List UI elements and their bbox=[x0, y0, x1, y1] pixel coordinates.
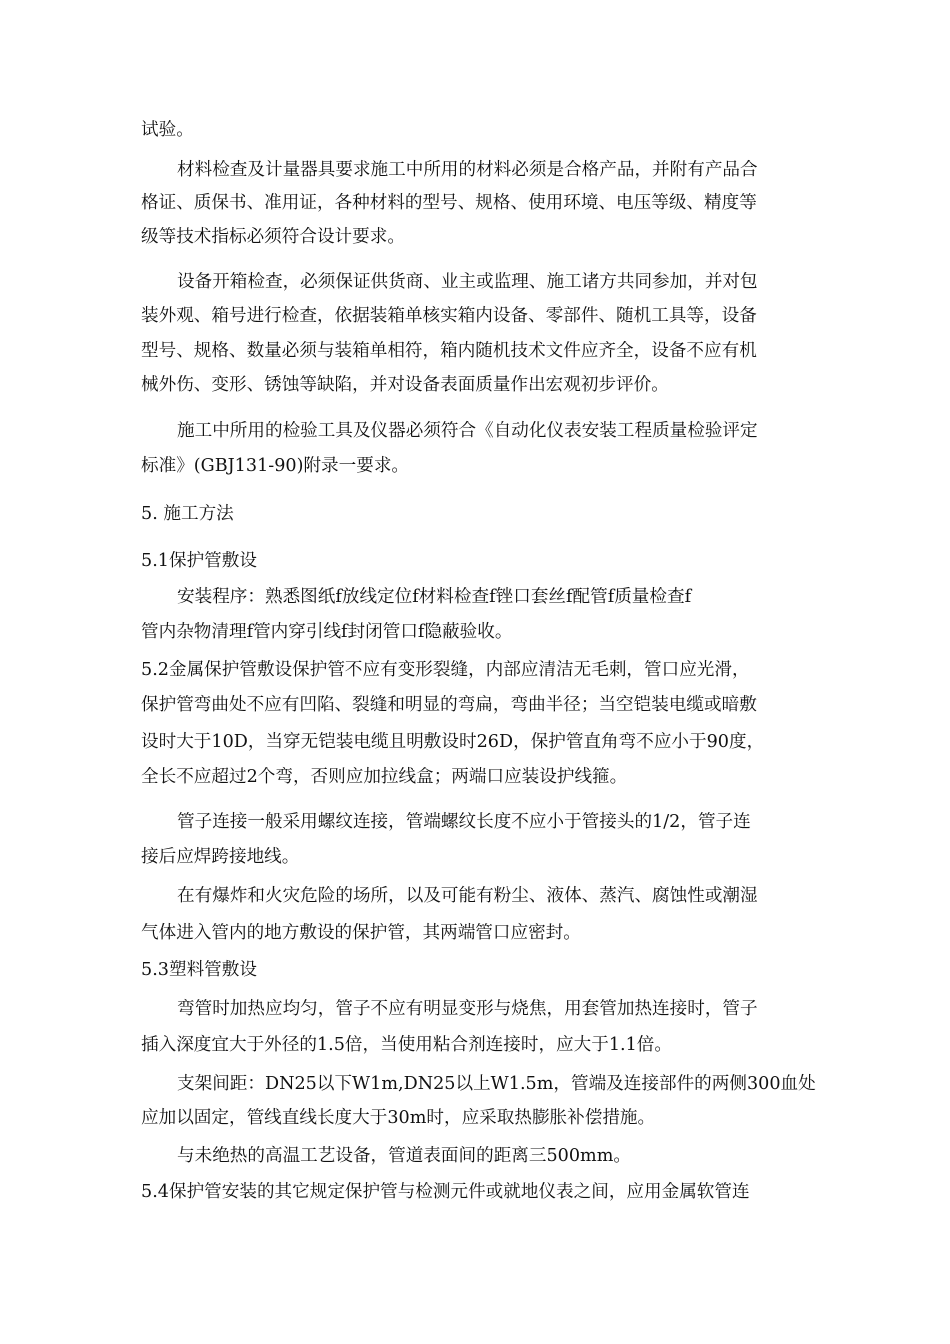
text-line: 支架间距：DN25以下W1m,DN25以上W1.5m，管端及连接部件的两侧300血处 bbox=[177, 1074, 816, 1094]
text-line: 气体进入管内的地方敷设的保护管，其两端管口应密封。 bbox=[141, 923, 581, 943]
text-line: 格证、质保书、准用证，各种材料的型号、规格、使用环境、电压等级、精度等 bbox=[141, 193, 757, 213]
section-heading: 5. 施工方法 bbox=[141, 504, 234, 524]
text-line: 设时大于10D，当穿无铠装电缆且明敷设时26D，保护管直角弯不应小于90度， bbox=[141, 732, 765, 752]
text-line: 级等技术指标必须符合设计要求。 bbox=[141, 227, 405, 247]
section-heading: 5.3塑料管敷设 bbox=[141, 960, 257, 980]
text-line: 施工中所用的检验工具及仪器必须符合《自动化仪表安装工程质量检验评定 bbox=[177, 421, 758, 441]
text-line: 在有爆炸和火灾危险的场所，以及可能有粉尘、液体、蒸汽、腐蚀性或潮湿 bbox=[177, 886, 758, 906]
text-line: 设备开箱检查，必须保证供货商、业主或监理、施工诸方共同参加，并对包 bbox=[177, 272, 758, 292]
text-line: 接后应焊跨接地线。 bbox=[141, 847, 300, 867]
text-line: 装外观、箱号进行检查，依据装箱单核实箱内设备、零部件、随机工具等，设备 bbox=[141, 306, 757, 326]
text-line: 保护管弯曲处不应有凹陷、裂缝和明显的弯扁，弯曲半径；当空铠装电缆或暗敷 bbox=[141, 695, 757, 715]
text-line: 管子连接一般采用螺纹连接，管端螺纹长度不应小于管接头的1/2，管子连 bbox=[177, 812, 751, 832]
text-line: 管内杂物清理f管内穿引线f封闭管口f隐蔽验收。 bbox=[141, 622, 513, 642]
text-line: 安装程序：熟悉图纸f放线定位f材料检查f锉口套丝f配管f质量检查f bbox=[177, 587, 692, 607]
text-line: 弯管时加热应均匀，管子不应有明显变形与烧焦，用套管加热连接时，管子 bbox=[177, 999, 758, 1019]
text-line: 标准》(GBJ131-90)附录一要求。 bbox=[141, 456, 410, 476]
text-line: 械外伤、变形、锈蚀等缺陷，并对设备表面质量作出宏观初步评价。 bbox=[141, 375, 669, 395]
text-line: 全长不应超过2个弯，否则应加拉线盒；两端口应装设护线箍。 bbox=[141, 767, 628, 787]
text-line: 与未绝热的高温工艺设备，管道表面间的距离三500mm。 bbox=[177, 1146, 632, 1166]
text-line: 型号、规格、数量必须与装箱单相符，箱内随机技术文件应齐全，设备不应有机 bbox=[141, 341, 757, 361]
text-line: 5.2金属保护管敷设保护管不应有变形裂缝，内部应清洁无毛刺，管口应光滑， bbox=[141, 660, 750, 680]
text-line: 试验。 bbox=[141, 120, 194, 140]
text-line: 应加以固定，管线直线长度大于30m时，应采取热膨胀补偿措施。 bbox=[141, 1108, 656, 1128]
text-line: 材料检查及计量器具要求施工中所用的材料必须是合格产品，并附有产品合 bbox=[177, 160, 758, 180]
text-line: 5.4保护管安装的其它规定保护管与检测元件或就地仪表之间，应用金属软管连 bbox=[141, 1182, 750, 1202]
section-heading: 5.1保护管敷设 bbox=[141, 551, 257, 571]
text-line: 插入深度宜大于外径的1.5倍，当使用粘合剂连接时，应大于1.1倍。 bbox=[141, 1035, 672, 1055]
